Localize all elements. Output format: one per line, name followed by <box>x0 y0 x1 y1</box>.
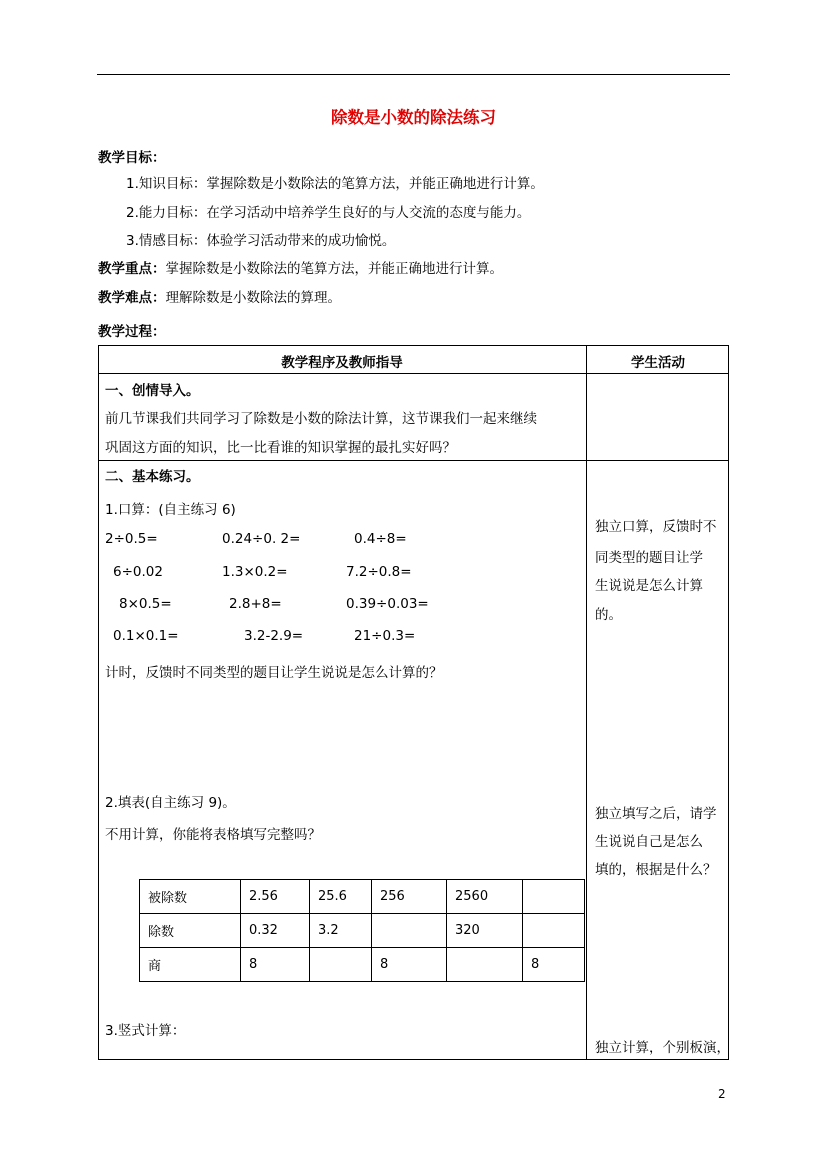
fill-table-prompt: 不用计算，你能将表格填写完整吗？ <box>105 827 321 843</box>
difficulty-text: 理解除数是小数除法的算理。 <box>165 290 341 306</box>
fill-table <box>139 879 585 982</box>
oral-problem: 2÷0.5= <box>105 531 158 547</box>
table-cell: 2560 <box>447 880 523 914</box>
student-activity-1-line: 同类型的题目让学 <box>595 550 703 566</box>
fill-table-title: 2.填表(自主练习 9)。 <box>105 795 236 811</box>
oral-problem: 2.8+8= <box>229 596 282 612</box>
table-cell <box>523 880 585 914</box>
table-cell: 除数 <box>140 914 241 948</box>
table-cell: 3.2 <box>310 914 372 948</box>
column-header-student: 学生活动 <box>631 355 685 371</box>
table-cell: 256 <box>372 880 447 914</box>
student-activity-2-line: 独立填写之后，请学 <box>595 806 717 822</box>
oral-problem: 7.2÷0.8= <box>346 564 412 580</box>
oral-problem: 6÷0.02 <box>113 564 163 580</box>
key-point-label: 教学重点： <box>98 261 166 277</box>
table-cell: 8 <box>523 948 585 982</box>
table-cell <box>523 914 585 948</box>
table-cell <box>447 948 523 982</box>
table-cell: 25.6 <box>310 880 372 914</box>
section-divider <box>98 460 729 461</box>
objective-3: 3.情感目标：体验学习活动带来的成功愉悦。 <box>126 233 396 249</box>
vertical-calc-title: 3.竖式计算： <box>105 1023 186 1039</box>
student-activity-2-line: 生说说自己是怎么 <box>595 834 703 850</box>
difficulty <box>98 286 341 306</box>
objectives-heading: 教学目标： <box>98 150 166 166</box>
section1-heading: 一、创情导入。 <box>105 383 200 399</box>
page-number: 2 <box>718 1087 726 1101</box>
process-heading: 教学过程： <box>98 324 166 340</box>
table-cell: 8 <box>372 948 447 982</box>
student-activity-1-line: 生说说是怎么计算 <box>595 578 703 594</box>
difficulty-label: 教学难点： <box>98 290 166 306</box>
objective-1: 1.知识目标：掌握除数是小数除法的笔算方法，并能正确地进行计算。 <box>126 176 544 192</box>
student-activity-1-line: 独立口算，反馈时不 <box>595 519 717 535</box>
oral-problem: 8×0.5= <box>119 596 172 612</box>
section1-text-line1: 前几节课我们共同学习了除数是小数的除法计算，这节课我们一起来继续 <box>105 411 537 427</box>
table-row <box>140 948 585 982</box>
table-cell: 被除数 <box>140 880 241 914</box>
student-activity-3-line: 独立计算，个别板演， <box>595 1040 730 1056</box>
oral-problem: 1.3×0.2= <box>222 564 288 580</box>
key-point <box>98 257 503 277</box>
header-row-divider <box>98 373 729 374</box>
table-cell <box>310 948 372 982</box>
section1-text-line2: 巩固这方面的知识，比一比看谁的知识掌握的最扎实好吗？ <box>105 440 456 456</box>
page-title: 除数是小数的除法练习 <box>331 108 496 127</box>
oral-problem: 0.1×0.1= <box>113 628 179 644</box>
section2-heading: 二、基本练习。 <box>105 469 200 485</box>
oral-problem: 0.24÷0. 2= <box>222 531 301 547</box>
table-row <box>140 914 585 948</box>
table-cell: 商 <box>140 948 241 982</box>
column-header-teacher: 教学程序及教师指导 <box>281 355 403 371</box>
table-cell: 8 <box>241 948 310 982</box>
objective-2: 2.能力目标：在学习活动中培养学生良好的与人交流的态度与能力。 <box>126 205 531 221</box>
table-row <box>140 880 585 914</box>
student-activity-1-line: 的。 <box>595 607 622 623</box>
oral-problem: 21÷0.3= <box>354 628 416 644</box>
table-cell: 320 <box>447 914 523 948</box>
oral-problem: 3.2-2.9= <box>244 628 304 644</box>
column-divider <box>586 345 587 1060</box>
header-rule <box>97 74 730 75</box>
oral-problem: 0.4÷8= <box>354 531 407 547</box>
table-cell <box>372 914 447 948</box>
student-activity-2-line: 填的，根据是什么？ <box>595 862 717 878</box>
key-point-text: 掌握除数是小数除法的笔算方法，并能正确地进行计算。 <box>165 261 503 277</box>
table-cell: 2.56 <box>241 880 310 914</box>
table-cell: 0.32 <box>241 914 310 948</box>
oral-problem: 0.39÷0.03= <box>346 596 429 612</box>
oral-arithmetic-title: 1.口算：(自主练习 6) <box>105 502 236 518</box>
feedback-note: 计时，反馈时不同类型的题目让学生说说是怎么计算的？ <box>105 665 443 681</box>
